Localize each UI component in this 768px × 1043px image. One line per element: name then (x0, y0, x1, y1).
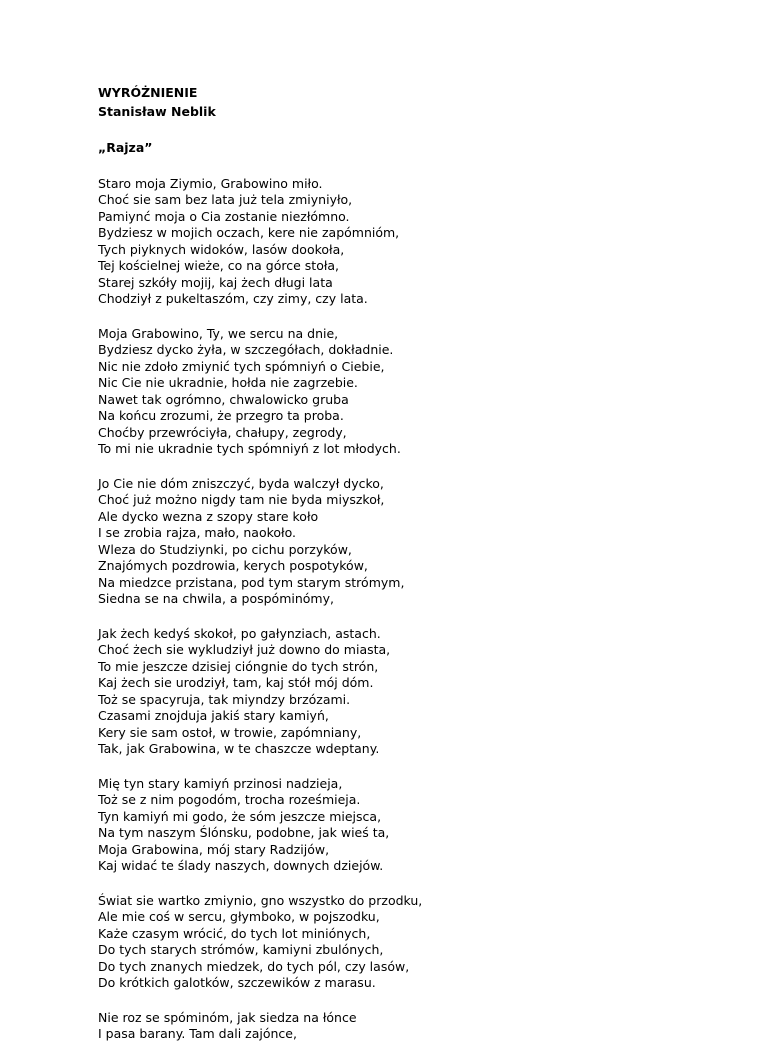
verse-line: Toż se z nim pogodóm, trocha roześmieja. (98, 792, 361, 807)
verse-line: Choćby przewróciyła, chałupy, zegrody, (98, 424, 347, 440)
verse-line: To mie jeszcze dzisiej ciόngnie do tych strón, (98, 658, 379, 674)
verse-line: Starej szkóły mojij, kaj żech długi lata (98, 274, 333, 290)
award-label: WYRÓŻNIENIE (98, 85, 198, 100)
verse-line: Na końcu zrozumi, że przegro ta proba. (98, 408, 344, 423)
verse-line: Bydziesz dycko żyła, w szczegółach, dokładnie. (98, 342, 394, 357)
verse-line: I pasa barany. Tam dali zajónce, (98, 1026, 297, 1041)
verse-line: Mię tyn stary kamiyń przinosi nadzieja, (98, 775, 343, 791)
poem-title: „Rajza” (98, 140, 153, 155)
verse-line: Do tych znanych miedzek, do tych pól, czy lasów, (98, 958, 410, 974)
verse-line: Nic nie zdoło zmiynić tych spómniyń o Ciebie, (98, 358, 385, 374)
stanza (98, 776, 738, 875)
verse-line: Nie roz se spóminóm, jak siedza na łónce (98, 1009, 357, 1025)
stanza (98, 476, 738, 608)
stanza (98, 1010, 738, 1043)
verse-line: Nawet tak ogrómno, chwalowicko gruba (98, 391, 349, 407)
verse-line: Tych piyknych widoków, lasów dookoła, (98, 241, 345, 257)
verse-line: Ale mie coś w sercu, głymboko, w pojszodku, (98, 909, 380, 924)
verse-line: Tak, jak Grabowina, w te chaszcze wdeptany. (98, 741, 380, 756)
stanza (98, 176, 738, 308)
verse-line: Każe czasym wrócić, do tych lot miniónych, (98, 925, 371, 941)
verse-line: Moja Grabowino, Ty, we sercu na dnie, (98, 325, 339, 341)
verse-line: Choć już możno nigdy tam nie byda miyszkoł, (98, 492, 385, 507)
author-name: Stanisław Neblik (98, 103, 216, 119)
verse-line: Nic Cie nie ukradnie, hołda nie zagrzebie. (98, 375, 358, 390)
verse-line: Do krótkich galotków, szczewików z marasu. (98, 975, 376, 990)
verse-line: Kaj widać te ślady naszych, downych dziejów. (98, 858, 384, 873)
verse-line: Świat sie wartko zmiynio, gno wszystko do przodku, (98, 892, 423, 908)
document-page (98, 84, 738, 1043)
verse-line: Choć żech sie wykludziył już downo do miasta, (98, 642, 391, 657)
verse-line: Choć sie sam bez lata już tela zmiyniyło, (98, 192, 353, 207)
verse-line: Tyn kamiyń mi godo, że sóm jeszcze miejsca, (98, 808, 382, 824)
stanza (98, 893, 738, 992)
poem-body (98, 176, 738, 1043)
verse-line: Jak żech kedyś skokoł, po gałynziach, astach. (98, 625, 381, 641)
verse-line: Do tych starych strómów, kamiyni zbulónych, (98, 942, 384, 957)
verse-line: Bydziesz w mojich oczach, kere nie zapómniόm, (98, 225, 400, 240)
stanza (98, 326, 738, 458)
verse-line: Wleza do Studziynki, po cichu porzyków, (98, 541, 352, 557)
verse-line: Kaj żech sie urodziył, tam, kaj stół mój dóm. (98, 675, 374, 690)
verse-line: Kery sie sam ostoł, w trowie, zapómniany, (98, 724, 362, 740)
verse-line: Znajómych pozdrowia, kerych pospotyków, (98, 558, 368, 573)
verse-line: Na tym naszym Ślónsku, podobne, jak wieś ta, (98, 825, 390, 840)
verse-line: Siedna se na chwila, a pospóminómy, (98, 591, 334, 606)
verse-line: Na miedzce przistana, pod tym starym strómym, (98, 574, 405, 590)
verse-line: Moja Grabowina, mój stary Radzijów, (98, 841, 330, 857)
verse-line: Staro moja Ziymio, Grabowino miło. (98, 175, 323, 191)
verse-line: Toż se spacyruja, tak miyndzy brzózami. (98, 691, 351, 707)
verse-line: Tej kościelnej wieże, co na górce stoła, (98, 258, 340, 273)
verse-line: Pamiynć moja o Cia zostanie niezłómno. (98, 208, 350, 224)
verse-line: I se zrobia rajza, mało, naokoło. (98, 525, 296, 540)
verse-line: Ale dycko wezna z szopy stare koło (98, 508, 319, 524)
verse-line: To mi nie ukradnie tych spómniyń z lot młodych. (98, 441, 401, 456)
verse-line: Jo Cie nie dóm zniszczyć, byda walczył dycko, (98, 475, 384, 491)
verse-line: Czasami znojduja jakiś stary kamiyń, (98, 708, 329, 723)
stanza (98, 626, 738, 758)
verse-line: Chodziył z pukeltaszóm, czy zimy, czy lata. (98, 291, 368, 306)
